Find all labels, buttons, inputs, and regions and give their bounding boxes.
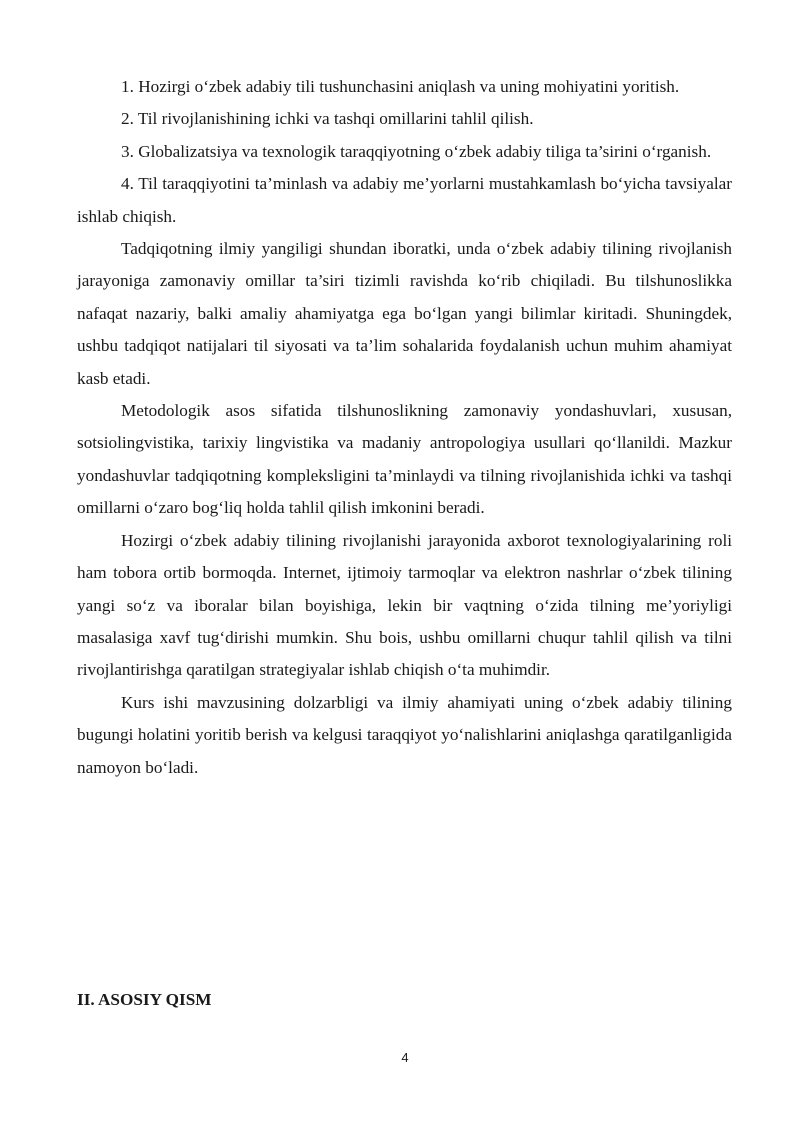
page-number: 4 xyxy=(401,1050,409,1065)
paragraph-information-technology: Hozirgi o‘zbek adabiy tilining rivojlanishi jarayonida axborot texnologiyalarining roli ham tobora ortib bormoqda. Internet, ijtimoiy tarmoqlar va elektron nashrlar o‘zbek tilining yangi so‘z va iboralar bilan boyishiga, lekin bir vaqtning o‘zida tilning me’yoriyligi masalasiga xavf tug‘dirishi mumkin. Shu bois, ushbu omillarni chuqur tahlil qilish va tilni rivojlantirishga qaratilgan strategiyalar ishlab chiqish o‘ta muhimdir. xyxy=(77,530,732,680)
body-text xyxy=(77,71,732,784)
paragraph-task-4: 4. Til taraqqiyotini ta’minlash va adabiy me’yorlarni mustahkamlash bo‘yicha tavsiyalar ishlab chiqish. xyxy=(77,174,732,226)
paragraph-task-3: 3. Globalizatsiya va texnologik taraqqiyotning o‘zbek adabiy tiliga ta’sirini o‘rganish. xyxy=(121,141,712,161)
paragraph-task-1: 1. Hozirgi o‘zbek adabiy tili tushunchasini aniqlash va uning mohiyatini yoritish. xyxy=(121,77,680,96)
paragraph-task-2: 2. Til rivojlanishining ichki va tashqi omillarini tahlil qilish. xyxy=(121,109,534,129)
paragraph-methodology: Metodologik asos sifatida tilshunoslikning zamonaviy yondashuvlari, xususan, sotsiolingvistika, tarixiy lingvistika va madaniy antropologiya usullari qo‘llanildi. Mazkur yondashuvlar tadqiqotning kompleksligini ta’minlaydi va tilning rivojlanishida ichki va tashqi omillarni o‘zaro bog‘liq holda tahlil qilish imkonini beradi. xyxy=(77,401,732,518)
paragraph-relevance: Kurs ishi mavzusining dolzarbligi va ilmiy ahamiyati uning o‘zbek adabiy tilining bugungi holatini yoritib berish va kelgusi taraqqiyot yo‘nalishlarini aniqlashga qaratilganligida namoyon bo‘ladi. xyxy=(77,692,732,777)
section-heading: II. ASOSIY QISM xyxy=(77,990,212,1009)
paragraph-scientific-novelty: Tadqiqotning ilmiy yangiligi shundan iboratki, unda o‘zbek adabiy tilining rivojlanish jarayoniga zamonaviy omillar ta’siri tizimli ravishda ko‘rib chiqiladi. Bu tilshunoslikka nafaqat nazariy, balki amaliy ahamiyatga ega bo‘lgan yangi bilimlar kiritadi. Shuningdek, ushbu tadqiqot natijalari til siyosati va ta’lim sohalarida foydalanish uchun muhim ahamiyat kasb etadi. xyxy=(77,239,732,388)
